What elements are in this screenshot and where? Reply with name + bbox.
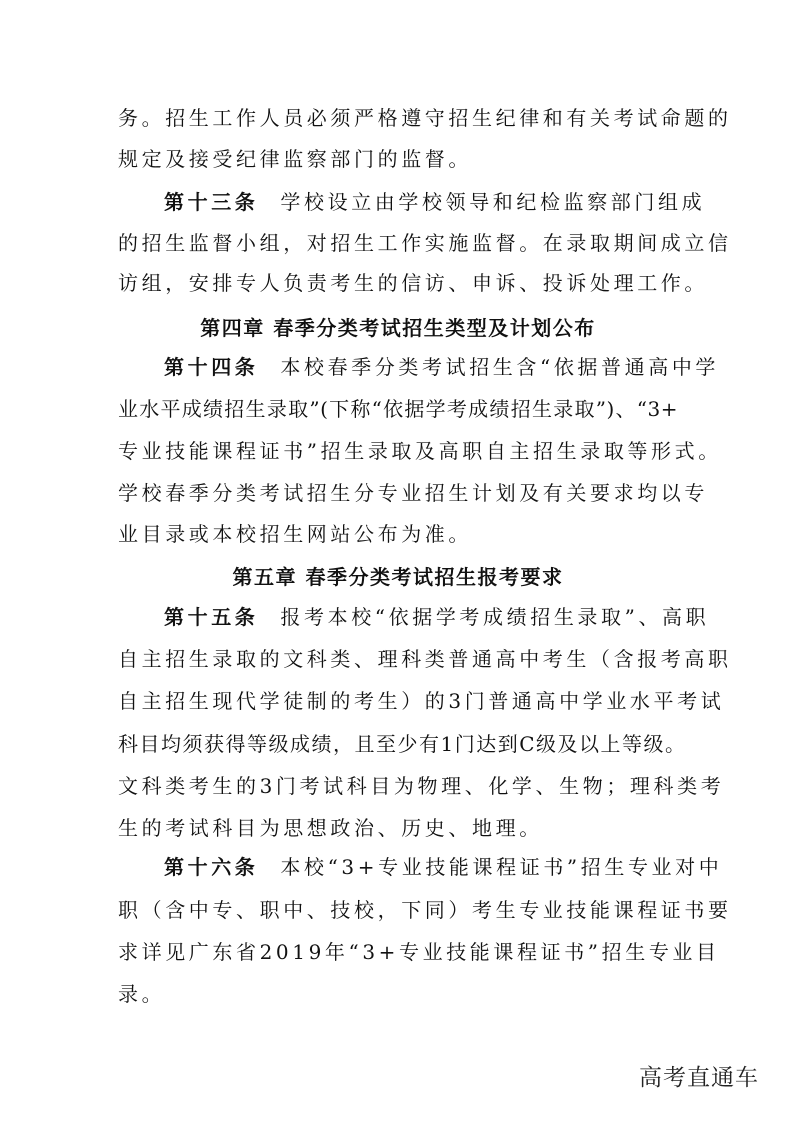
article-15-first-line xyxy=(164,605,710,629)
article-13-text: 学校设立由学校领导和纪检监察部门组成 xyxy=(280,190,706,214)
paragraph-line: 专业技能课程证书”招生录取及高职自主招生录取等形式。 xyxy=(118,439,722,463)
article-13-first-line xyxy=(164,190,706,214)
chapter-4-heading: 第四章 春季分类考试招生类型及计划公布 xyxy=(200,316,596,340)
paragraph-line: 业水平成绩招生录取”(下称“依据学考成绩招生录取”)、“3+ xyxy=(118,397,678,421)
paragraph-line: 职（含中专、职中、技校，下同）考生专业技能课程证书要 xyxy=(118,898,732,922)
article-15-text: 报考本校“依据学考成绩招生录取”、高职 xyxy=(280,605,710,629)
paragraph-line: 自主招生录取的文科类、理科类普通高中考生（含报考高职 xyxy=(118,647,732,671)
paragraph-line: 文科类考生的3门考试科目为物理、化学、生物；理科类考 xyxy=(118,774,725,798)
article-13-label: 第十三条 xyxy=(164,190,259,214)
paragraph-line: 录。 xyxy=(118,982,166,1006)
article-16-label: 第十六条 xyxy=(164,855,259,879)
paragraph-line: 生的考试科目为思想政治、历史、地理。 xyxy=(118,816,543,840)
paragraph-line: 业目录或本校招生网站公布为准。 xyxy=(118,522,472,546)
chapter-5-heading: 第五章 春季分类考试招生报考要求 xyxy=(232,565,564,589)
watermark-text: 高考直通车 xyxy=(639,1065,759,1091)
article-14-text: 本校春季分类考试招生含“依据普通高中学 xyxy=(280,355,720,379)
paragraph-line: 访组，安排专人负责考生的信访、申诉、投诉处理工作。 xyxy=(118,271,708,295)
paragraph-line: 求详见广东省2019年“3+专业技能课程证书”招生专业目 xyxy=(118,940,720,964)
paragraph-line: 务。招生工作人员必须严格遵守招生纪律和有关考试命题的 xyxy=(118,106,732,130)
article-15-label: 第十五条 xyxy=(164,605,259,629)
paragraph-line: 科目均须获得等级成绩，且至少有1门达到C级及以上等级。 xyxy=(118,732,687,756)
article-16-first-line xyxy=(164,855,723,879)
paragraph-line: 自主招生现代学徒制的考生）的3门普通高中学业水平考试 xyxy=(118,689,725,713)
article-14-label: 第十四条 xyxy=(164,355,259,379)
article-16-text: 本校“3+专业技能课程证书”招生专业对中 xyxy=(280,855,723,879)
paragraph-line: 的招生监督小组，对招生工作实施监督。在录取期间成立信 xyxy=(118,231,732,255)
paragraph-line: 规定及接受纪律监察部门的监督。 xyxy=(118,147,472,171)
article-14-first-line xyxy=(164,355,720,379)
paragraph-line: 学校春季分类考试招生分专业招生计划及有关要求均以专 xyxy=(118,481,708,505)
